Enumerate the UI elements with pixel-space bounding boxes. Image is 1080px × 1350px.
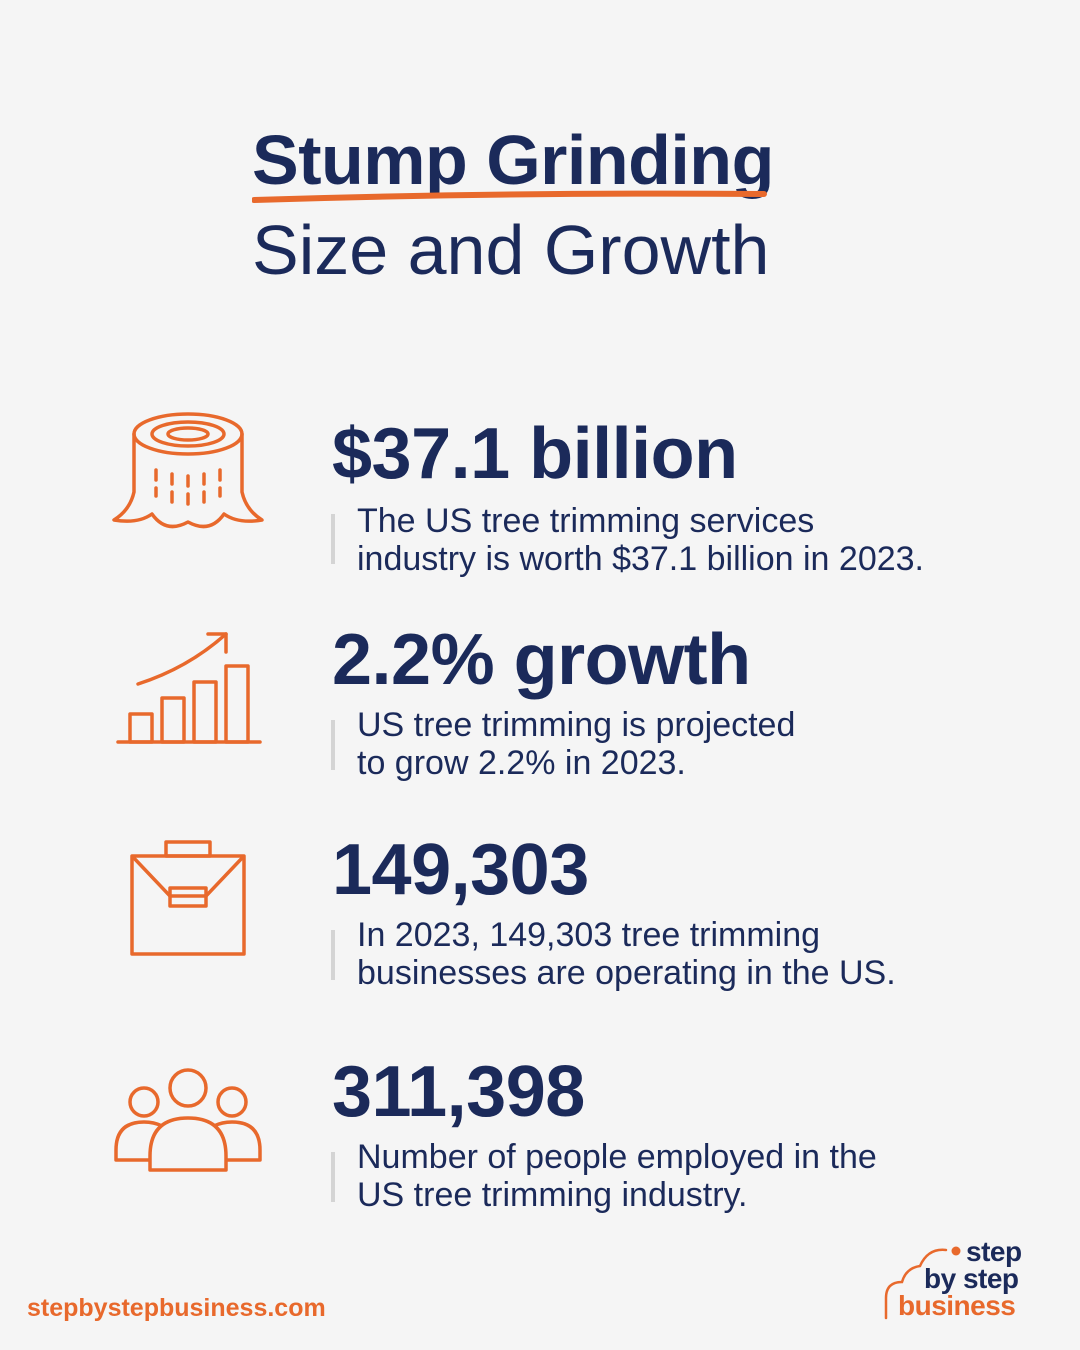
stat-businesses [0, 822, 1080, 1022]
brand-logo [880, 1238, 1050, 1322]
stat-desc-line-1: In 2023, 149,303 tree trimming [357, 916, 821, 954]
stat-growth [0, 610, 1080, 810]
stat-divider [331, 720, 335, 770]
page-title [252, 118, 952, 292]
stat-desc-line-1: The US tree trimming services [357, 502, 815, 540]
stat-value: $37.1 billion [332, 414, 738, 494]
title-underline [252, 188, 772, 208]
briefcase-icon [108, 834, 268, 974]
logo-line-1: step [966, 1236, 1022, 1267]
stat-desc-line-2: industry is worth $37.1 billion in 2023. [357, 540, 924, 578]
stat-desc-line-2: US tree trimming industry. [357, 1176, 748, 1214]
stat-divider [331, 514, 335, 564]
stat-value: 311,398 [332, 1052, 585, 1132]
stat-value: 149,303 [332, 830, 589, 910]
growth-chart-icon [108, 622, 268, 762]
stat-desc-line-1: Number of people employed in the [357, 1138, 877, 1176]
title-line-2: Size and Growth [252, 211, 770, 289]
logo-line-3: business [898, 1290, 1016, 1321]
stat-market-size [0, 400, 1080, 600]
stat-desc-line-1: US tree trimming is projected [357, 706, 796, 744]
stat-divider [331, 1152, 335, 1202]
people-group-icon [108, 1060, 268, 1200]
stat-desc-line-2: to grow 2.2% in 2023. [357, 744, 686, 782]
stat-value: 2.2% growth [332, 620, 751, 700]
logo-line-2: by step [924, 1263, 1019, 1294]
stat-desc-line-2: businesses are operating in the US. [357, 954, 896, 992]
title-line-1: Stump Grinding [252, 121, 774, 199]
stat-divider [331, 930, 335, 980]
footer-url[interactable]: stepbystepbusiness.com [27, 1294, 326, 1322]
tree-stump-icon [108, 406, 268, 546]
stat-employment [0, 1046, 1080, 1246]
